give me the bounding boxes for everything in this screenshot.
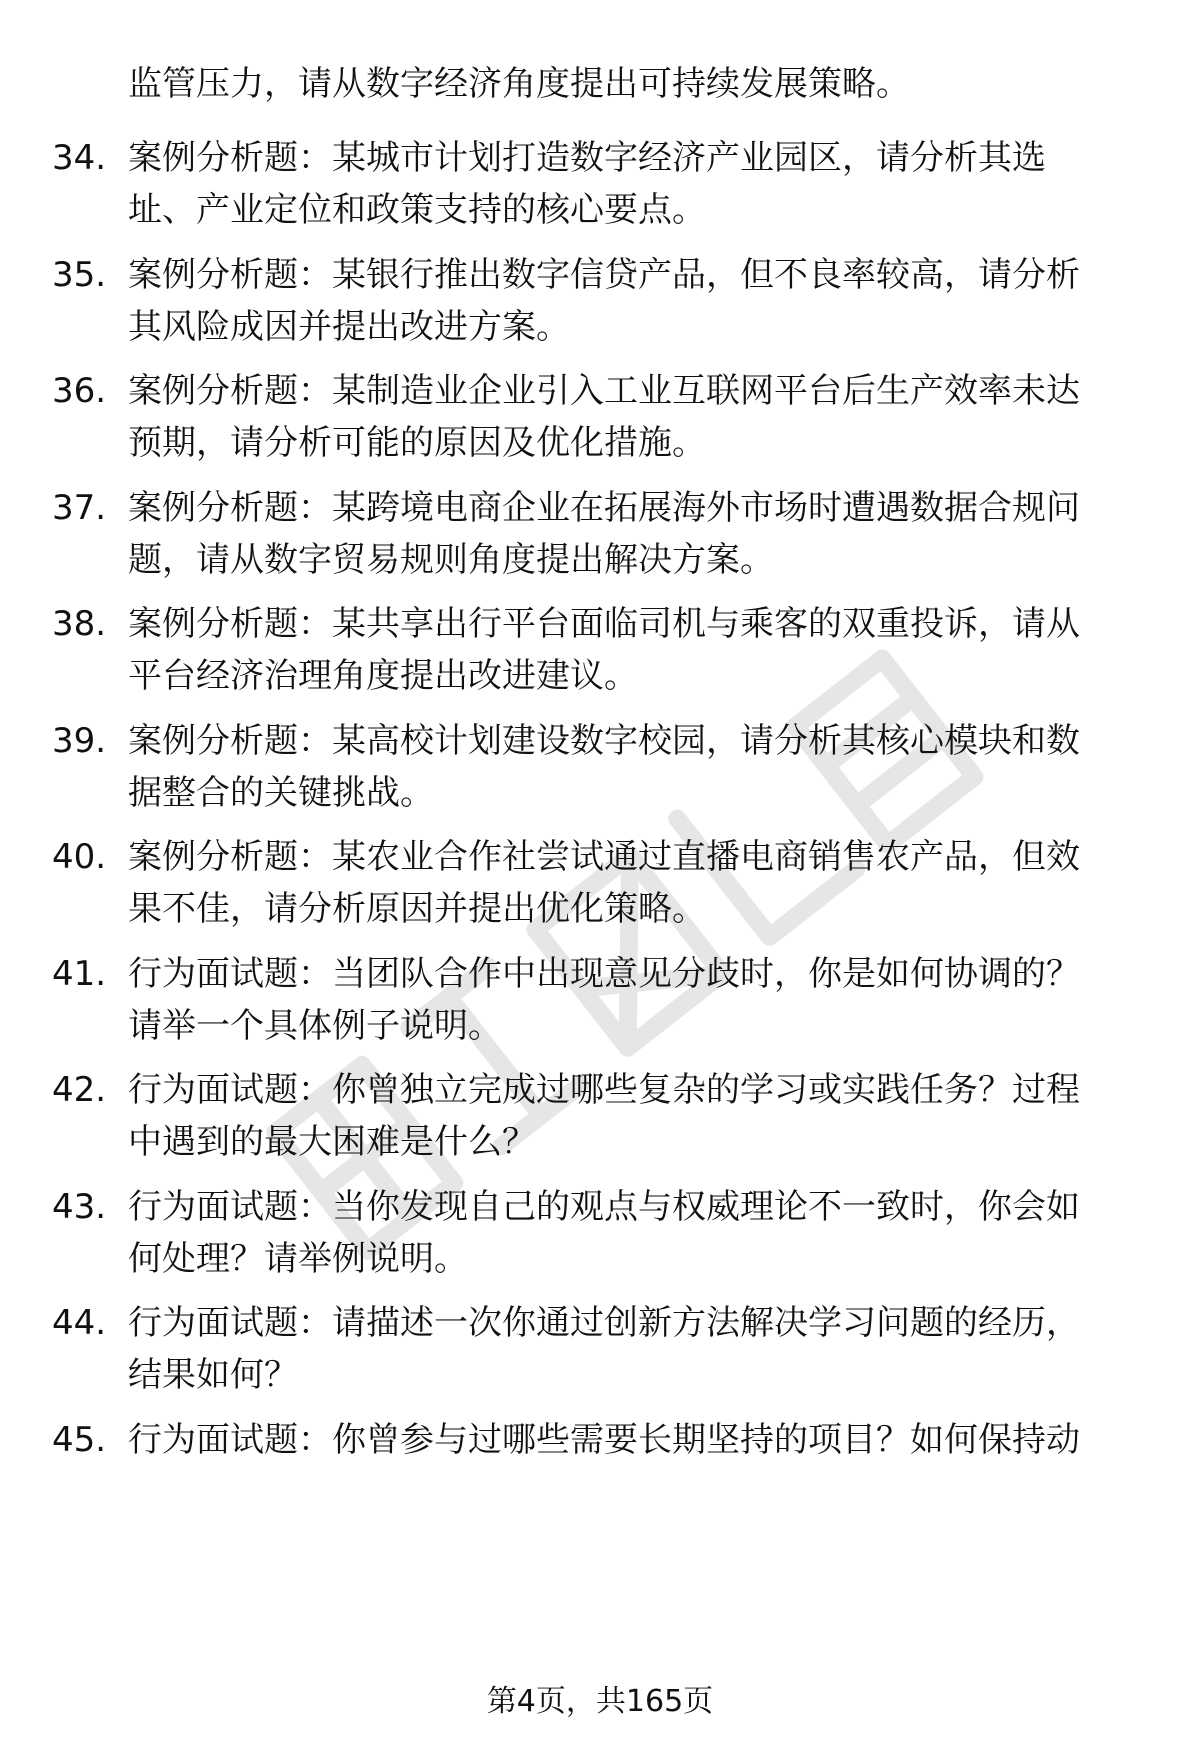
question-text [128, 831, 1148, 935]
question-number: 41. [52, 954, 107, 994]
page-footer: 第4页，共165页 [486, 1684, 714, 1719]
question-text-line: 案例分析题：某共享出行平台面临司机与乘客的双重投诉，请从 [128, 604, 1080, 644]
question-number: 43. [52, 1187, 107, 1227]
question-number: 39. [52, 721, 107, 761]
question-number: 45. [52, 1420, 107, 1460]
question-text-line: 案例分析题：某农业合作社尝试通过直播电商销售农产品，但效 [128, 837, 1080, 877]
question-text-line: 案例分析题：某银行推出数字信贷产品，但不良率较高，请分析 [128, 255, 1080, 295]
question-number: 42. [52, 1070, 107, 1110]
question-text [128, 598, 1148, 702]
question-text-line: 结果如何？ [128, 1355, 298, 1395]
question-text-line: 案例分析题：某制造业企业引入工业互联网平台后生产效率未达 [128, 371, 1080, 411]
question-number: 38. [52, 604, 107, 644]
question-text-line: 平台经济治理角度提出改进建议。 [128, 656, 638, 696]
question-text [128, 1297, 1148, 1401]
question-text [128, 1181, 1148, 1285]
question-number: 34. [52, 138, 107, 178]
question-text-line: 行为面试题：请描述一次你通过创新方法解决学习问题的经历， [128, 1303, 1080, 1343]
question-text [128, 948, 1148, 1052]
question-text [128, 1414, 1148, 1466]
question-number: 35. [52, 255, 107, 295]
question-text-line: 行为面试题：当你发现自己的观点与权威理论不一致时，你会如 [128, 1187, 1080, 1227]
question-text-line: 题，请从数字贸易规则角度提出解决方案。 [128, 540, 774, 580]
question-text-line: 案例分析题：某城市计划打造数字经济产业园区，请分析其选 [128, 138, 1046, 178]
question-text-line: 址、产业定位和政策支持的核心要点。 [128, 190, 706, 230]
question-text [128, 715, 1148, 819]
question-number: 37. [52, 488, 107, 528]
question-text [128, 365, 1148, 469]
question-text-line: 中遇到的最大困难是什么？ [128, 1122, 536, 1162]
question-text-line: 其风险成因并提出改进方案。 [128, 307, 570, 347]
question-text-line: 预期，请分析可能的原因及优化措施。 [128, 423, 706, 463]
question-text-line: 请举一个具体例子说明。 [128, 1006, 502, 1046]
continuation-line: 监管压力，请从数字经济角度提出可持续发展策略。 [128, 64, 910, 104]
question-number: 40. [52, 837, 107, 877]
question-text-line: 何处理？请举例说明。 [128, 1239, 468, 1279]
question-text [128, 1064, 1148, 1168]
question-text-line: 行为面试题：当团队合作中出现意见分歧时，你是如何协调的？ [128, 954, 1080, 994]
question-text-line: 行为面试题：你曾独立完成过哪些复杂的学习或实践任务？过程 [128, 1070, 1080, 1110]
question-text-line: 据整合的关键挑战。 [128, 773, 434, 813]
question-number: 44. [52, 1303, 107, 1343]
question-text [128, 482, 1148, 586]
question-text-line: 案例分析题：某高校计划建设数字校园，请分析其核心模块和数 [128, 721, 1080, 761]
question-text [128, 249, 1148, 353]
question-text-line: 果不佳，请分析原因并提出优化策略。 [128, 889, 706, 929]
question-text-line: 行为面试题：你曾参与过哪些需要长期坚持的项目？如何保持动 [128, 1420, 1080, 1460]
question-text [128, 132, 1148, 236]
question-number: 36. [52, 371, 107, 411]
question-text-line: 案例分析题：某跨境电商企业在拓展海外市场时遭遇数据合规问 [128, 488, 1080, 528]
